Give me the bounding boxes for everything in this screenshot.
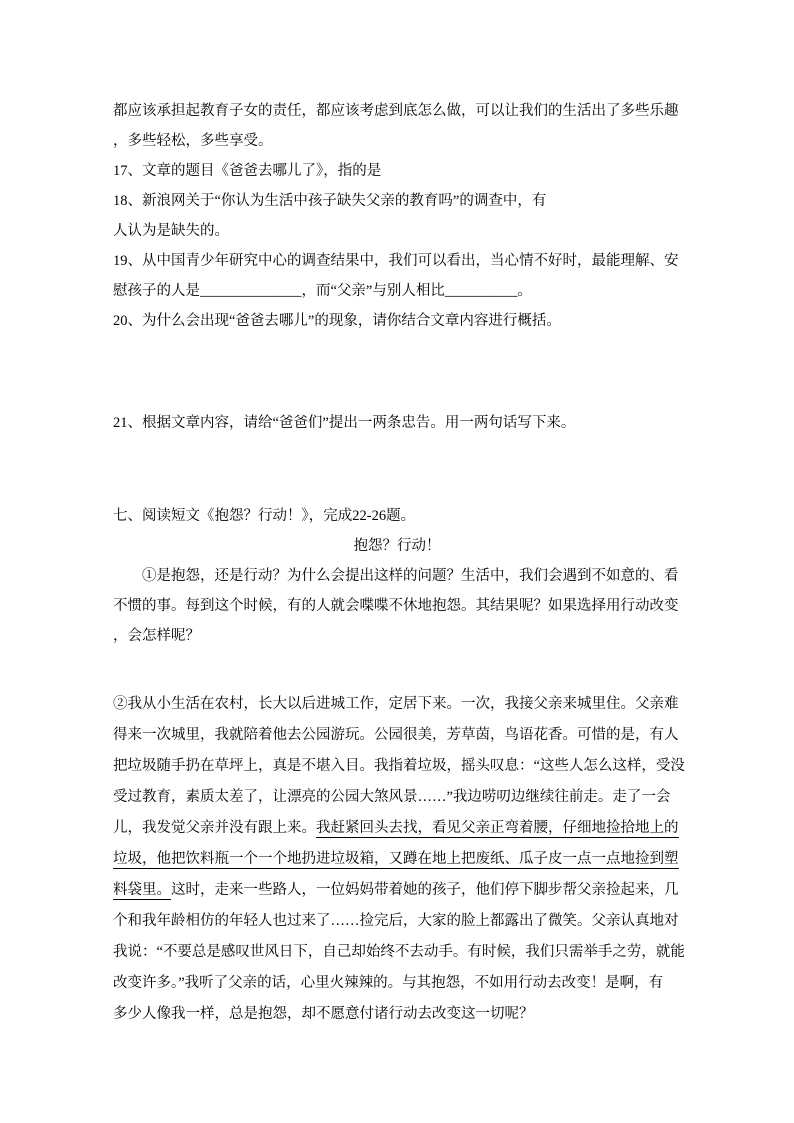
text-run: 我说：“不要总是感叹世风日下，自己却始终不去动手。有时候，我们只需举手之劳，就能: [113, 944, 685, 960]
question-20: [113, 306, 681, 336]
text-run: 抱怨？行动！: [353, 538, 441, 554]
text-run: ，会怎样呢？: [113, 628, 200, 644]
question-18-line-1: [113, 186, 681, 216]
question-19: [113, 246, 681, 306]
question-21: [113, 408, 681, 438]
question-19-line-1: [113, 246, 681, 276]
text-run: 七、阅读短文《抱怨？行动！》，完成22-26题。: [113, 508, 416, 524]
text-run: 把垃圾随手扔在草坪上，真是不堪入目。我指着垃圾，摇头叹息：“这些人怎么这样，受没: [113, 758, 685, 774]
reading-paragraph-2-line-7: [113, 875, 681, 906]
reading-paragraph-1-line-2: [113, 591, 681, 621]
reading-paragraph-2-line-2: [113, 720, 681, 751]
text-run: 得来一次城里，我就陪着他去公园游玩。公园很美，芳草茵，鸟语花香。可惜的是，有人: [113, 727, 679, 743]
intro-paragraph-line-1: [113, 96, 681, 126]
text-run: 20、为什么会出现“爸爸去哪儿”的现象，请你结合文章内容进行概括。: [113, 313, 561, 329]
text-run: ，多些轻松，多些享受。: [113, 133, 273, 149]
reading-paragraph-1: [113, 561, 681, 651]
text-run: ①是抱怨，还是行动？为什么会提出这样的问题？生活中，我们会遇到不如意的、看: [142, 568, 679, 584]
text-run: 这时，走来一些路人，一位妈妈带着她的孩子，他们停下脚步帮父亲捡起来，几: [171, 882, 679, 898]
text-run: 17、文章的题目《爸爸去哪儿了》，指的是: [113, 163, 382, 179]
question-17-line-1: [113, 156, 681, 186]
text-run: 都应该承担起教育子女的责任，都应该考虑到底怎么做，可以让我们的生活出了多些乐趣: [113, 103, 679, 119]
section-7-heading-line-1: [113, 501, 681, 531]
reading-paragraph-2: [113, 689, 685, 1030]
text-run: 多少人像我一样，总是抱怨，却不愿意付诸行动去改变这一切呢？: [113, 1006, 534, 1022]
question-17: [113, 156, 681, 186]
reading-title: [113, 531, 681, 561]
underlined-text-run: 料袋里。: [113, 882, 171, 898]
text-run: 慰孩子的人是______________，而“父亲”与别人相比__________。: [113, 283, 532, 299]
question-21-line-1: [113, 408, 681, 438]
question-19-line-2: [113, 276, 681, 306]
intro-paragraph: [113, 96, 681, 156]
question-18: [113, 186, 681, 246]
document-content: [113, 96, 685, 1030]
reading-paragraph-2-line-10: [113, 968, 681, 999]
reading-paragraph-2-line-11: [113, 999, 681, 1030]
underlined-text-run: 垃圾，他把饮料瓶一个一个地扔进垃圾箱，又蹲在地上把废纸、瓜子皮一点一点地捡到塑: [113, 851, 679, 867]
reading-title-line-1: [113, 531, 681, 561]
reading-paragraph-2-line-6: [113, 844, 681, 875]
reading-paragraph-2-line-8: [113, 906, 681, 937]
text-run: 儿，我发觉父亲并没有跟上来。: [113, 820, 316, 836]
reading-paragraph-2-line-4: [113, 782, 681, 813]
text-run: 18、新浪网关于“你认为生活中孩子缺失父亲的教育吗”的调查中，有: [113, 193, 547, 209]
question-18-line-2: [113, 216, 681, 246]
text-run: 19、从中国青少年研究中心的调查结果中，我们可以看出，当心情不好时，最能理解、安: [113, 253, 679, 269]
text-run: 改变许多。”我听了父亲的话，心里火辣辣的。与其抱怨，不如用行动去改变！是啊，有: [113, 975, 664, 991]
text-run: ②我从小生活在农村，长大以后进城工作，定居下来。一次，我接父亲来城里住。父亲难: [113, 696, 679, 712]
reading-paragraph-1-line-3: [113, 621, 681, 651]
reading-paragraph-2-line-5: [113, 813, 681, 844]
text-run: 不惯的事。每到这个时候，有的人就会喋喋不休地抱怨。其结果呢？如果选择用行动改变: [113, 598, 679, 614]
text-run: 受过教育，素质太差了，让漂亮的公园大煞风景……”我边唠叨边继续往前走。走了一会: [113, 789, 671, 805]
section-7-heading: [113, 501, 681, 531]
intro-paragraph-line-2: [113, 126, 681, 156]
reading-paragraph-2-line-1: [113, 689, 681, 720]
underlined-text-run: 我赶紧回头去找，看见父亲正弯着腰，仔细地捡拾地上的: [316, 820, 679, 836]
question-20-line-1: [113, 306, 681, 336]
reading-paragraph-1-line-1: [113, 561, 681, 591]
reading-paragraph-2-line-3: [113, 751, 685, 782]
text-run: 个和我年龄相仿的年轻人也过来了……捡完后，大家的脸上都露出了微笑。父亲认真地对: [113, 913, 679, 929]
text-run: 21、根据文章内容，请给“爸爸们”提出一两条忠告。用一两句话写下来。: [113, 415, 576, 431]
reading-paragraph-2-line-9: [113, 937, 685, 968]
text-run: 人认为是缺失的。: [113, 223, 229, 239]
